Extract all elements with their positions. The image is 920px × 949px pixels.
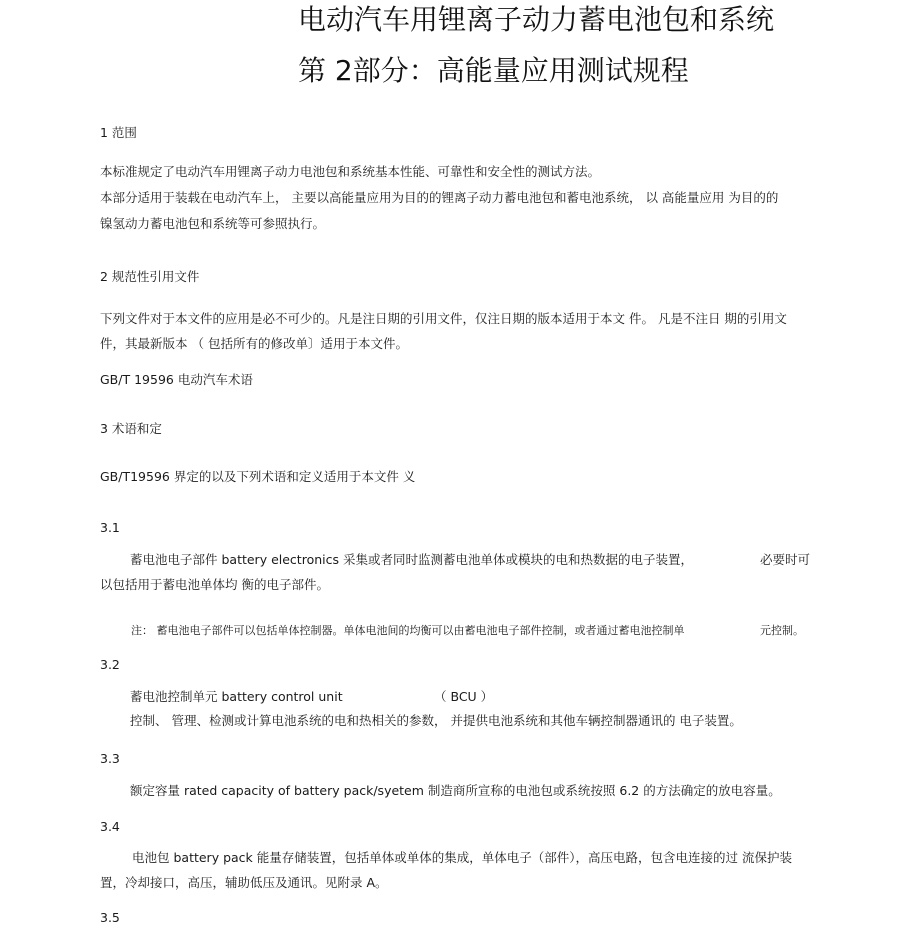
term-3-5-number: 3.5 <box>100 910 120 925</box>
section-1-paragraph-2-line-2: 镍氢动力蓄电池包和系统等可参照执行。 <box>100 216 326 231</box>
section-2-heading: 2 规范性引用文件 <box>100 269 200 284</box>
term-3-4-definition-line-1: 电池包 battery pack 能量存储装置，包括单体或单体的集成，单体电子（部件），高压电路，包含电连接的过 流保护装 <box>132 850 792 865</box>
section-3-heading: 3 术语和定 <box>100 421 162 436</box>
term-3-2-term: 蓄电池控制单元 battery control unit <box>130 689 343 704</box>
section-3-intro: GB/T19596 界定的以及下列术语和定义适用于本文件 义 <box>100 469 416 484</box>
term-3-2-definition: 控制、 管理、检测或计算电池系统的电和热相关的参数， 并提供电池系统和其他车辆控制器通讯的 电子装置。 <box>130 713 742 728</box>
section-1-paragraph-1: 本标准规定了电动汽车用锂离子动力电池包和系统基本性能、可靠性和安全性的测试方法。 <box>100 164 601 179</box>
document-title-line1: 电动汽车用锂离子动力蓄电池包和系统 <box>298 3 775 36</box>
term-3-3-number: 3.3 <box>100 751 120 766</box>
section-1-heading: 1 范围 <box>100 125 137 140</box>
term-3-1-note: 注： 蓄电池电子部件可以包括单体控制器。单体电池间的均衡可以由蓄电池电子部件控制，或者通过蓄电池控制单 <box>131 624 685 637</box>
section-2-paragraph-line-1: 下列文件对于本文件的应用是必不可少的。凡是注日期的引用文件，仅注日期的版本适用于本文 件。 凡是不注日 期的引用文 <box>100 311 787 326</box>
normative-reference: GB/T 19596 电动汽车术语 <box>100 372 253 387</box>
section-2-paragraph-line-2: 件，其最新版本 （ 包括所有的修改单〕适用于本文件。 <box>100 336 408 351</box>
term-3-3-definition: 额定容量 rated capacity of battery pack/syetem 制造商所宣称的电池包或系统按照 6.2 的方法确定的放电容量。 <box>130 783 781 798</box>
document-title-line2: 第 2部分：高能量应用测试规程 <box>298 54 689 87</box>
section-1-paragraph-2-line-1: 本部分适用于装载在电动汽车上， 主要以高能量应用为目的的锂离子动力蓄电池包和蓄电池系统， 以 高能量应用 为目的的 <box>100 190 779 205</box>
term-3-1-number: 3.1 <box>100 520 120 535</box>
term-3-1-definition-line-1: 蓄电池电子部件 battery electronics 采集或者同时监测蓄电池单体或模块的电和热数据的电子装置， <box>130 552 693 567</box>
term-3-2-number: 3.2 <box>100 657 120 672</box>
term-3-1-definition-line-2: 以包括用于蓄电池单体均 衡的电子部件。 <box>100 577 329 592</box>
term-3-4-definition-line-2: 置，冷却接口，高压，辅助低压及通讯。见附录 A。 <box>100 875 388 890</box>
term-3-4-number: 3.4 <box>100 819 120 834</box>
term-3-2-abbreviation: （ BCU ） <box>434 689 494 704</box>
term-3-1-note-end: 元控制。 <box>760 624 804 637</box>
term-3-1-definition-line-1-end: 必要时可 <box>760 552 811 567</box>
